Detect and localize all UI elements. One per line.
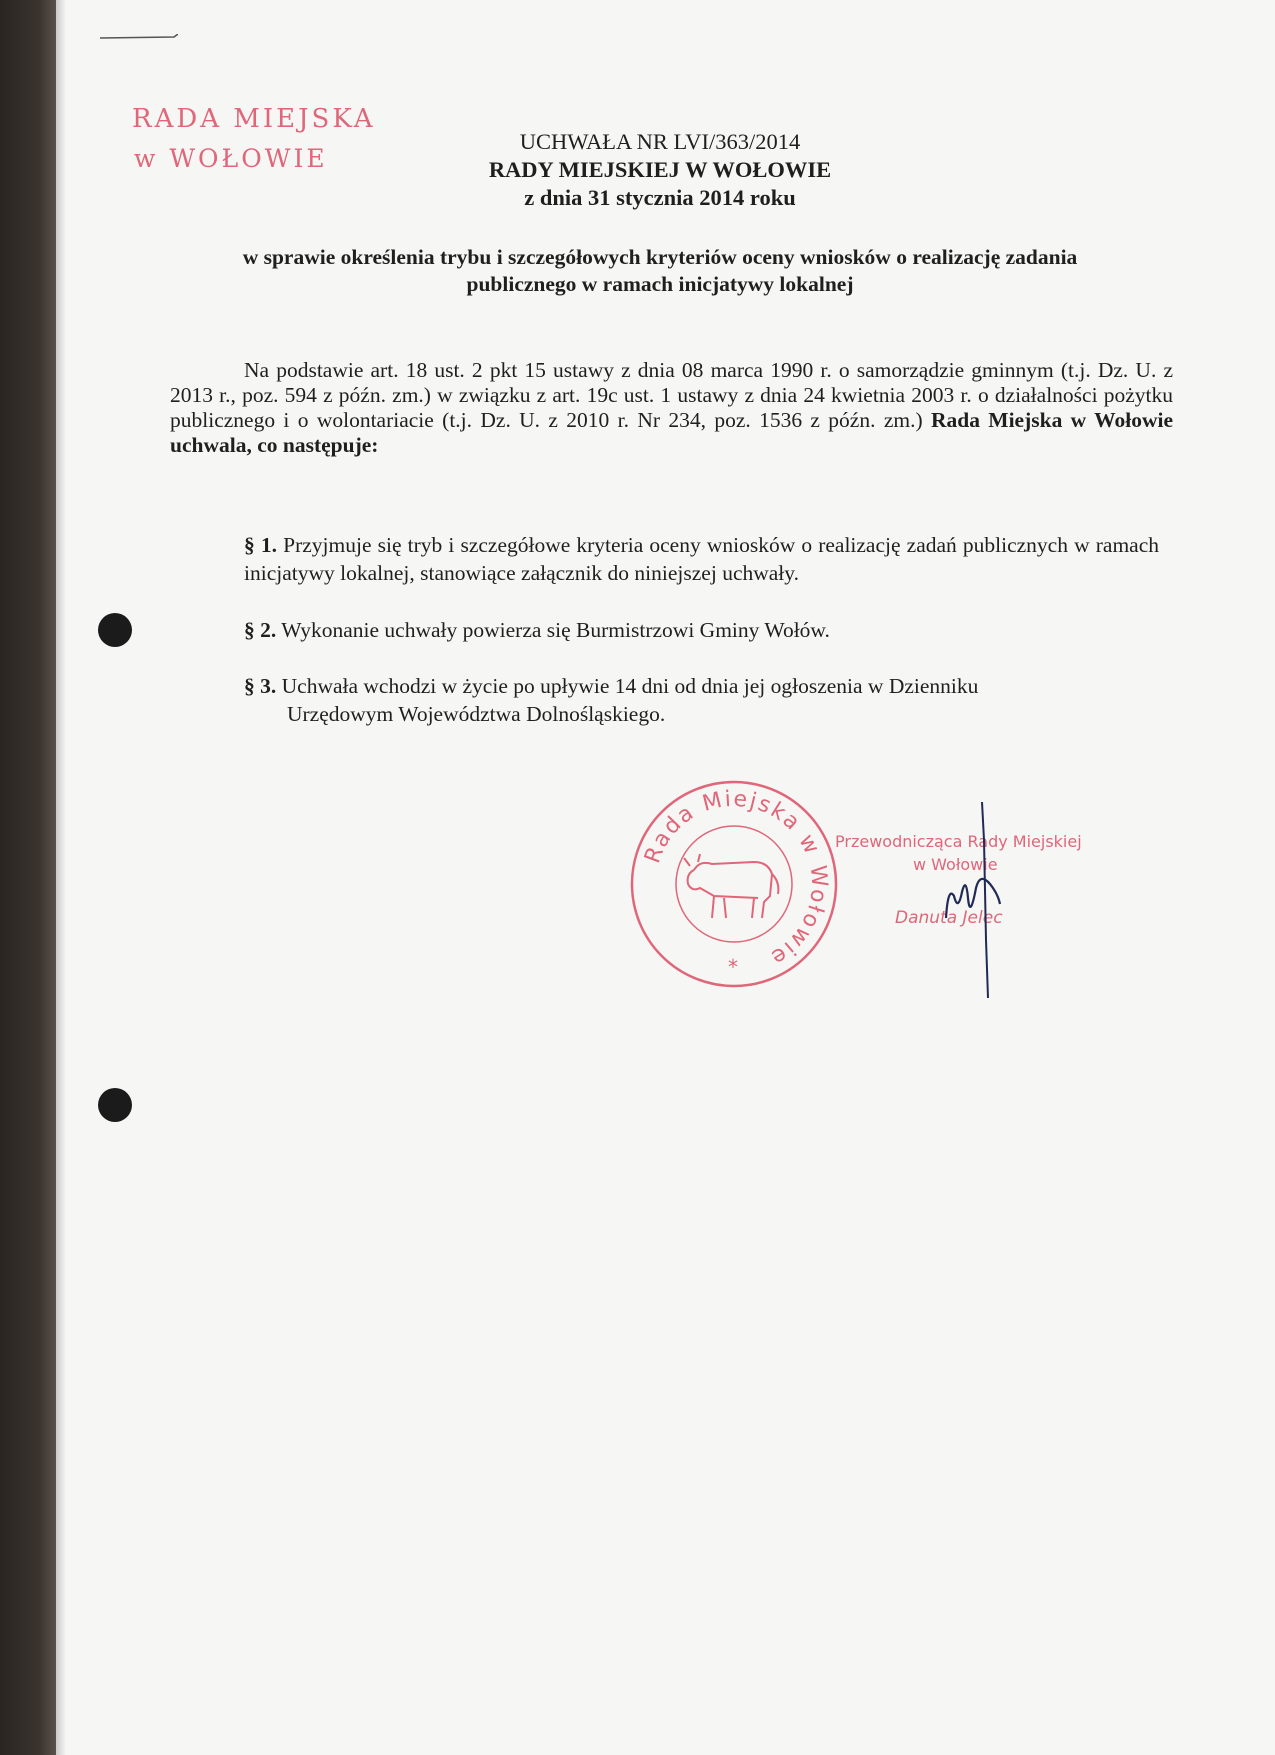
signer-role: Przewodnicząca Rady Miejskiej (835, 832, 1082, 851)
seal-star: * (728, 955, 738, 979)
resolution-council: RADY MIEJSKIEJ W WOŁOWIE (488, 157, 832, 182)
paper-shadow (56, 0, 66, 1755)
legal-basis-preamble (170, 358, 1173, 458)
resolution-header (160, 128, 1160, 212)
paragraph-3-number: § 3. (244, 674, 277, 698)
handwritten-signature (940, 800, 1010, 1000)
paragraph-3 (244, 672, 1159, 728)
signer-name: Danuta Jelec (895, 908, 1003, 928)
paragraph-2-text: Wykonanie uchwały powierza się Burmistrzowi Gminy Wołów. (276, 618, 830, 642)
resolution-date: z dnia 31 stycznia 2014 roku (524, 185, 796, 210)
resolution-subject (160, 244, 1160, 298)
paragraph-1-number: § 1. (244, 533, 277, 557)
punch-hole-upper (98, 613, 132, 647)
paragraph-2-number: § 2. (244, 618, 277, 642)
council-stamp-line2: w WOŁOWIE (134, 144, 328, 173)
resolution-title: UCHWAŁA NR LVI/363/2014 (519, 129, 801, 154)
punch-hole-lower (98, 1088, 132, 1122)
subject-line-2: publicznego w ramach inicjatywy lokalnej (466, 272, 854, 296)
preamble-text: Na podstawie art. 18 ust. 2 pkt 15 ustawy z dnia 08 marca 1990 r. o samorządzie gminnym (t.j. Dz. U. z 2013 r., poz. 594 z późn. zm.) w związku z art. 19c ust. 1 ustawy z dnia 24 kwietnia 2003 r. o działalności pożytku publicznego i o wolontariacie (t.j. Dz. U. z 2010 r. Nr 234, poz. 1536 z późn. zm.) (170, 358, 1173, 432)
preamble-enacting-clause: Rada Miejska w Wołowie uchwala, co następuje: (170, 408, 1173, 457)
signer-place: w Wołowie (913, 855, 998, 874)
council-stamp-line1: RADA MIEJSKA (132, 104, 376, 134)
staple-mark (100, 34, 178, 40)
paragraph-2 (244, 616, 1159, 644)
subject-line-1: w sprawie określenia trybu i szczegółowych kryteriów oceny wniosków o realizację zadania (242, 245, 1078, 269)
scanned-page-edge (0, 0, 56, 1755)
paragraph-3-text: Uchwała wchodzi w życie po upływie 14 dni od dnia jej ogłoszenia w Dzienniku (276, 674, 979, 698)
seal-ring-text: Rada Miejska w Wołowie (640, 786, 832, 971)
seal-ox-emblem (684, 854, 778, 918)
paragraph-1 (244, 531, 1159, 587)
paragraph-1-text: Przyjmuje się tryb i szczegółowe kryteria oceny wniosków o realizację zadań publicznych w ramach inicjatywy lokalnej, stanowiące załącznik do niniejszej uchwały. (244, 533, 1159, 585)
paragraph-3-continuation: Urzędowym Województwa Dolnośląskiego. (287, 702, 666, 726)
round-council-seal (628, 778, 840, 990)
